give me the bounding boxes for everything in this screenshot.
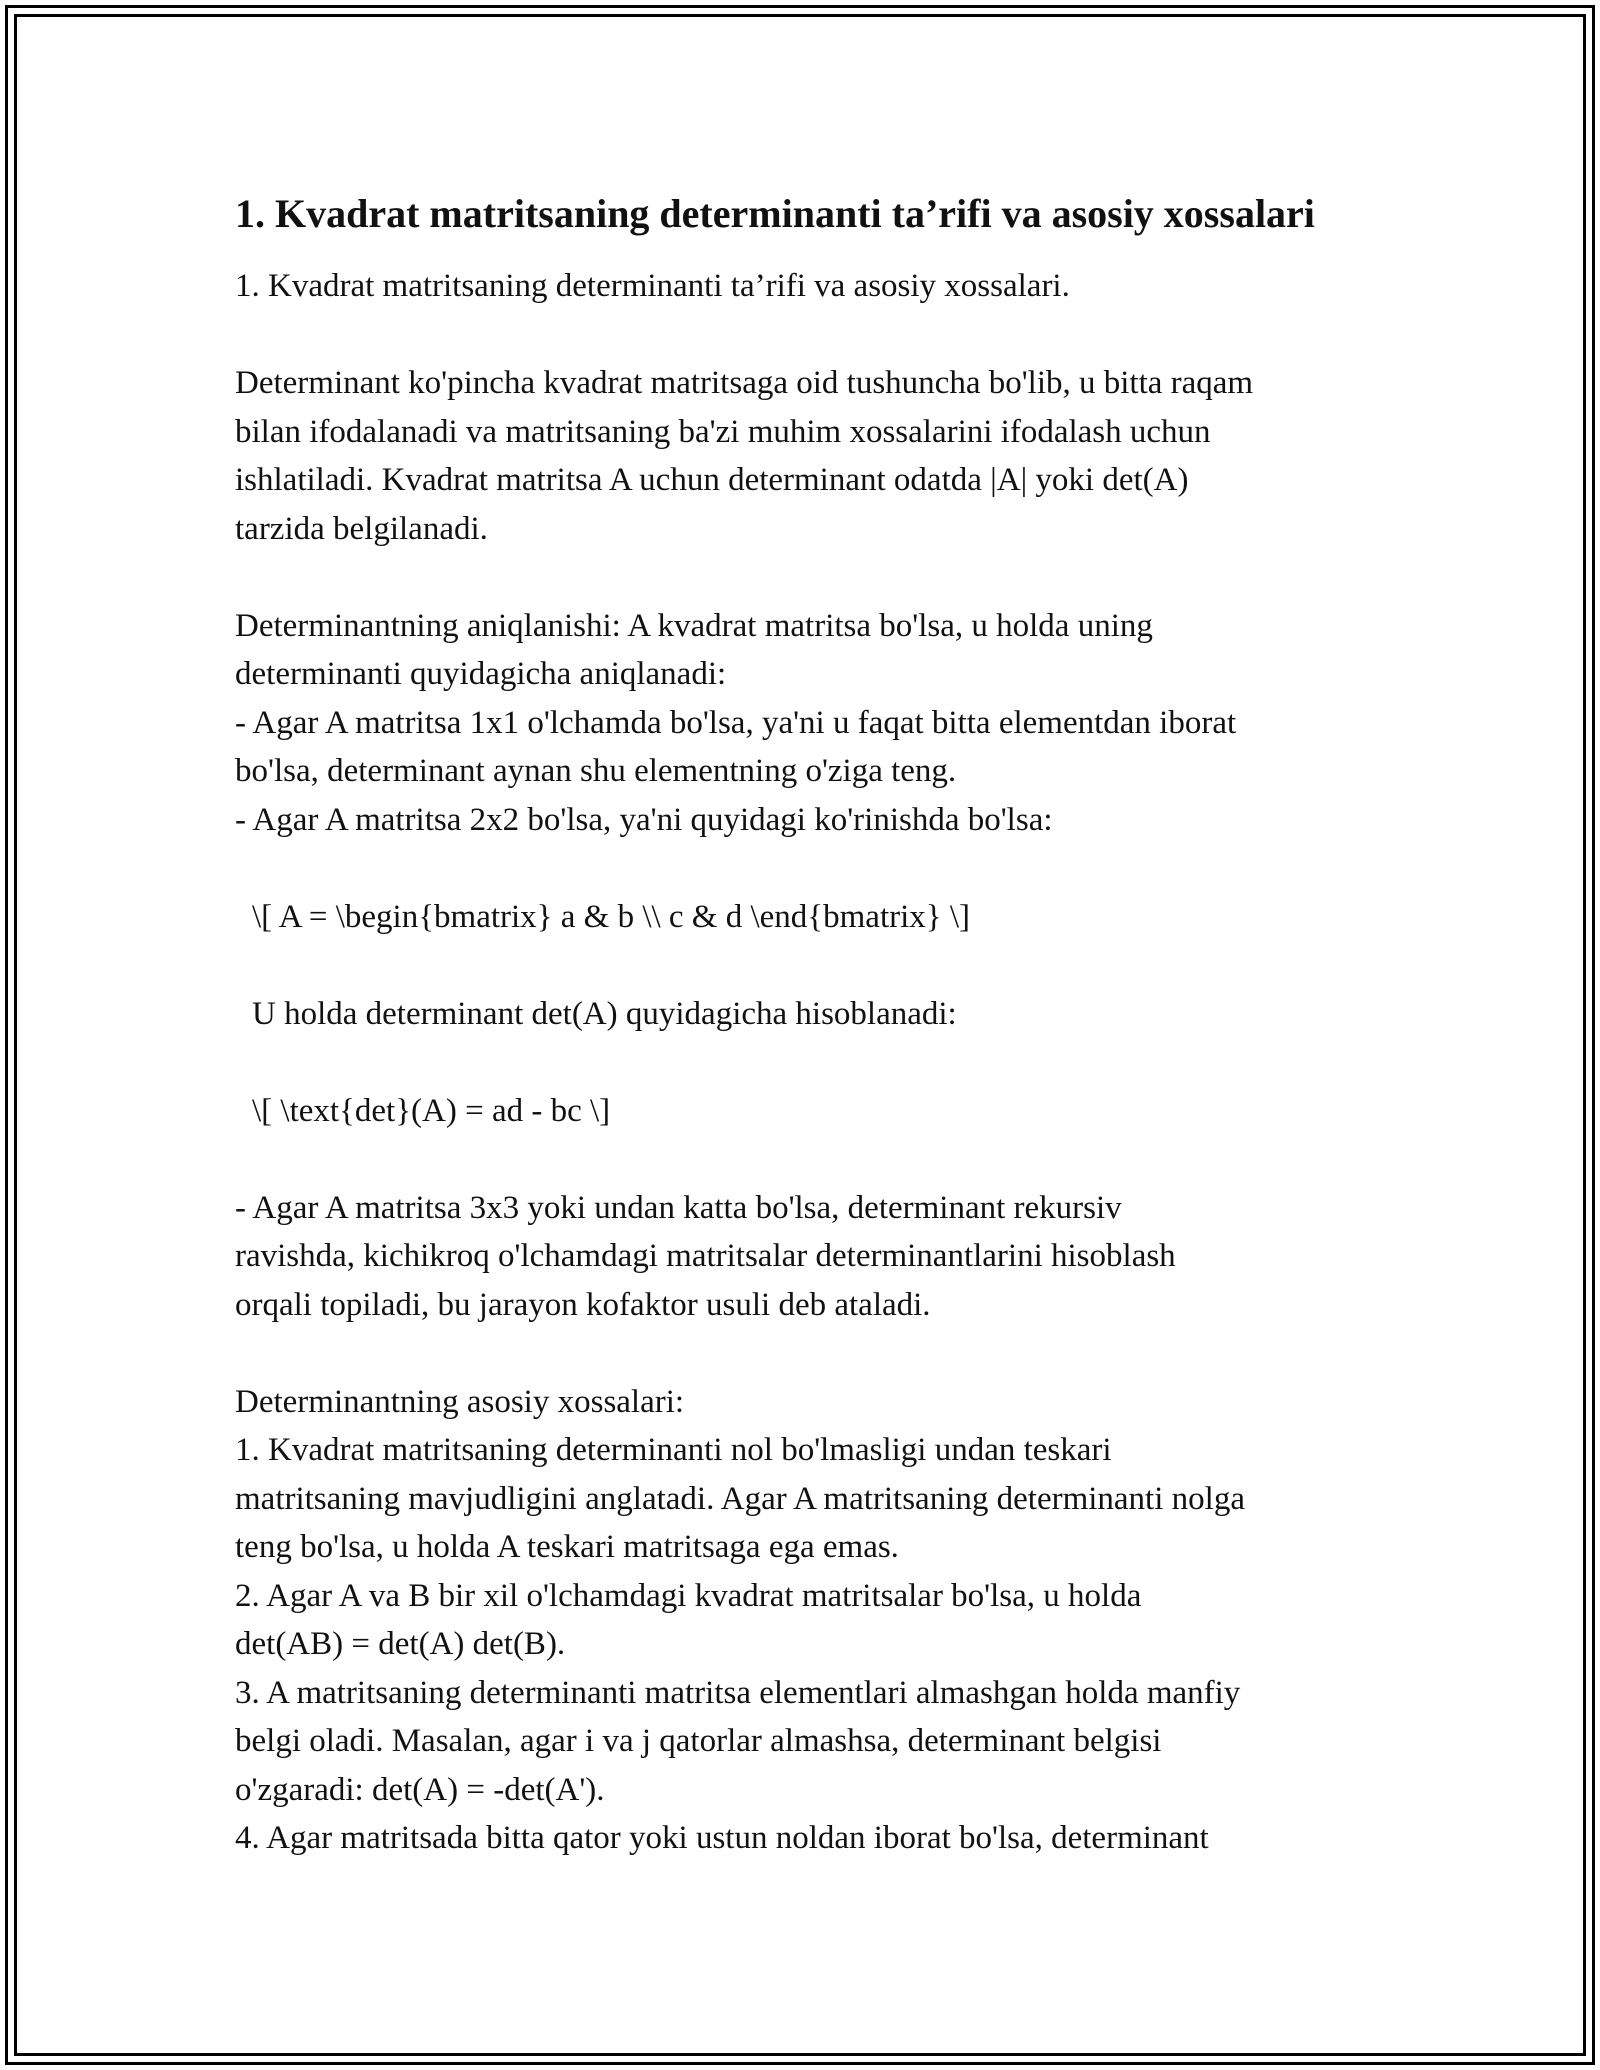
text-line: o'zgaradi: det(A) = -det(A'). bbox=[235, 1771, 605, 1808]
document-text bbox=[235, 262, 1380, 1863]
text-line: - Agar A matritsa 3x3 yoki undan katta bo'lsa, determinant rekursiv bbox=[235, 1189, 1122, 1226]
text-line: orqali topiladi, bu jarayon kofaktor usuli deb ataladi. bbox=[235, 1286, 931, 1323]
text-line: det(AB) = det(A) det(B). bbox=[235, 1626, 566, 1662]
text-line: tarzida belgilanadi. bbox=[235, 510, 488, 547]
text-line: determinanti quyidagicha aniqlanadi: bbox=[235, 656, 727, 692]
text-line: Determinantning asosiy xossalari: bbox=[235, 1383, 685, 1420]
text-line: matritsaning mavjudligini anglatadi. Agar A matritsaning determinanti nolga bbox=[235, 1480, 1245, 1517]
text-line: belgi oladi. Masalan, agar i va j qatorlar almashsa, determinant belgisi bbox=[235, 1723, 1162, 1759]
text-line: Determinantning aniqlanishi: A kvadrat matritsa bo'lsa, u holda uning bbox=[235, 607, 1153, 644]
text-line: 1. Kvadrat matritsaning determinanti ta’rifi va asosiy xossalari. bbox=[235, 268, 1070, 304]
blank-line bbox=[235, 844, 1380, 893]
text-line: 2. Agar A va B bir xil o'lchamdagi kvadrat matritsalar bo'lsa, u holda bbox=[235, 1577, 1142, 1614]
blank-line bbox=[235, 941, 1380, 990]
text-line: - Agar A matritsa 2x2 bo'lsa, ya'ni quyidagi ko'rinishda bo'lsa: bbox=[235, 801, 1053, 838]
text-line: - Agar A matritsa 1x1 o'lchamda bo'lsa, ya'ni u faqat bitta elementdan iborat bbox=[235, 704, 1237, 741]
text-line: \[ \text{det}(A) = ad - bc \] bbox=[252, 1092, 611, 1129]
blank-line bbox=[235, 1135, 1380, 1184]
text-line: bo'lsa, determinant aynan shu elementning o'ziga teng. bbox=[235, 753, 957, 789]
text-line: bilan ifodalanadi va matritsaning ba'zi muhim xossalarini ifodalash uchun bbox=[235, 413, 1211, 450]
text-line: 3. A matritsaning determinanti matritsa elementlari almashgan holda manfiy bbox=[235, 1674, 1241, 1711]
document-body bbox=[235, 188, 1380, 1863]
text-line: ishlatiladi. Kvadrat matritsa A uchun determinant odatda |A| yoki det(A) bbox=[235, 462, 1189, 498]
text-line: U holda determinant det(A) quyidagicha hisoblanadi: bbox=[252, 995, 957, 1032]
document-title: 1. Kvadrat matritsaning determinanti ta’rifi va asosiy xossalari bbox=[235, 191, 1315, 236]
text-line: teng bo'lsa, u holda A teskari matritsaga ega emas. bbox=[235, 1529, 899, 1565]
text-line: Determinant ko'pincha kvadrat matritsaga oid tushuncha bo'lib, u bitta raqam bbox=[235, 365, 1254, 401]
blank-line bbox=[235, 553, 1380, 602]
text-line: \[ A = \begin{bmatrix} a & b \\ c & d \end{bmatrix} \] bbox=[252, 898, 971, 935]
blank-line bbox=[235, 1038, 1380, 1087]
blank-line bbox=[235, 1329, 1380, 1378]
text-line: ravishda, kichikroq o'lchamdagi matritsalar determinantlarini hisoblash bbox=[235, 1238, 1176, 1274]
text-line: 1. Kvadrat matritsaning determinanti nol bo'lmasligi undan teskari bbox=[235, 1432, 1112, 1468]
text-line: 4. Agar matritsada bitta qator yoki ustun noldan iborat bo'lsa, determinant bbox=[235, 1820, 1209, 1856]
blank-line bbox=[235, 311, 1380, 360]
